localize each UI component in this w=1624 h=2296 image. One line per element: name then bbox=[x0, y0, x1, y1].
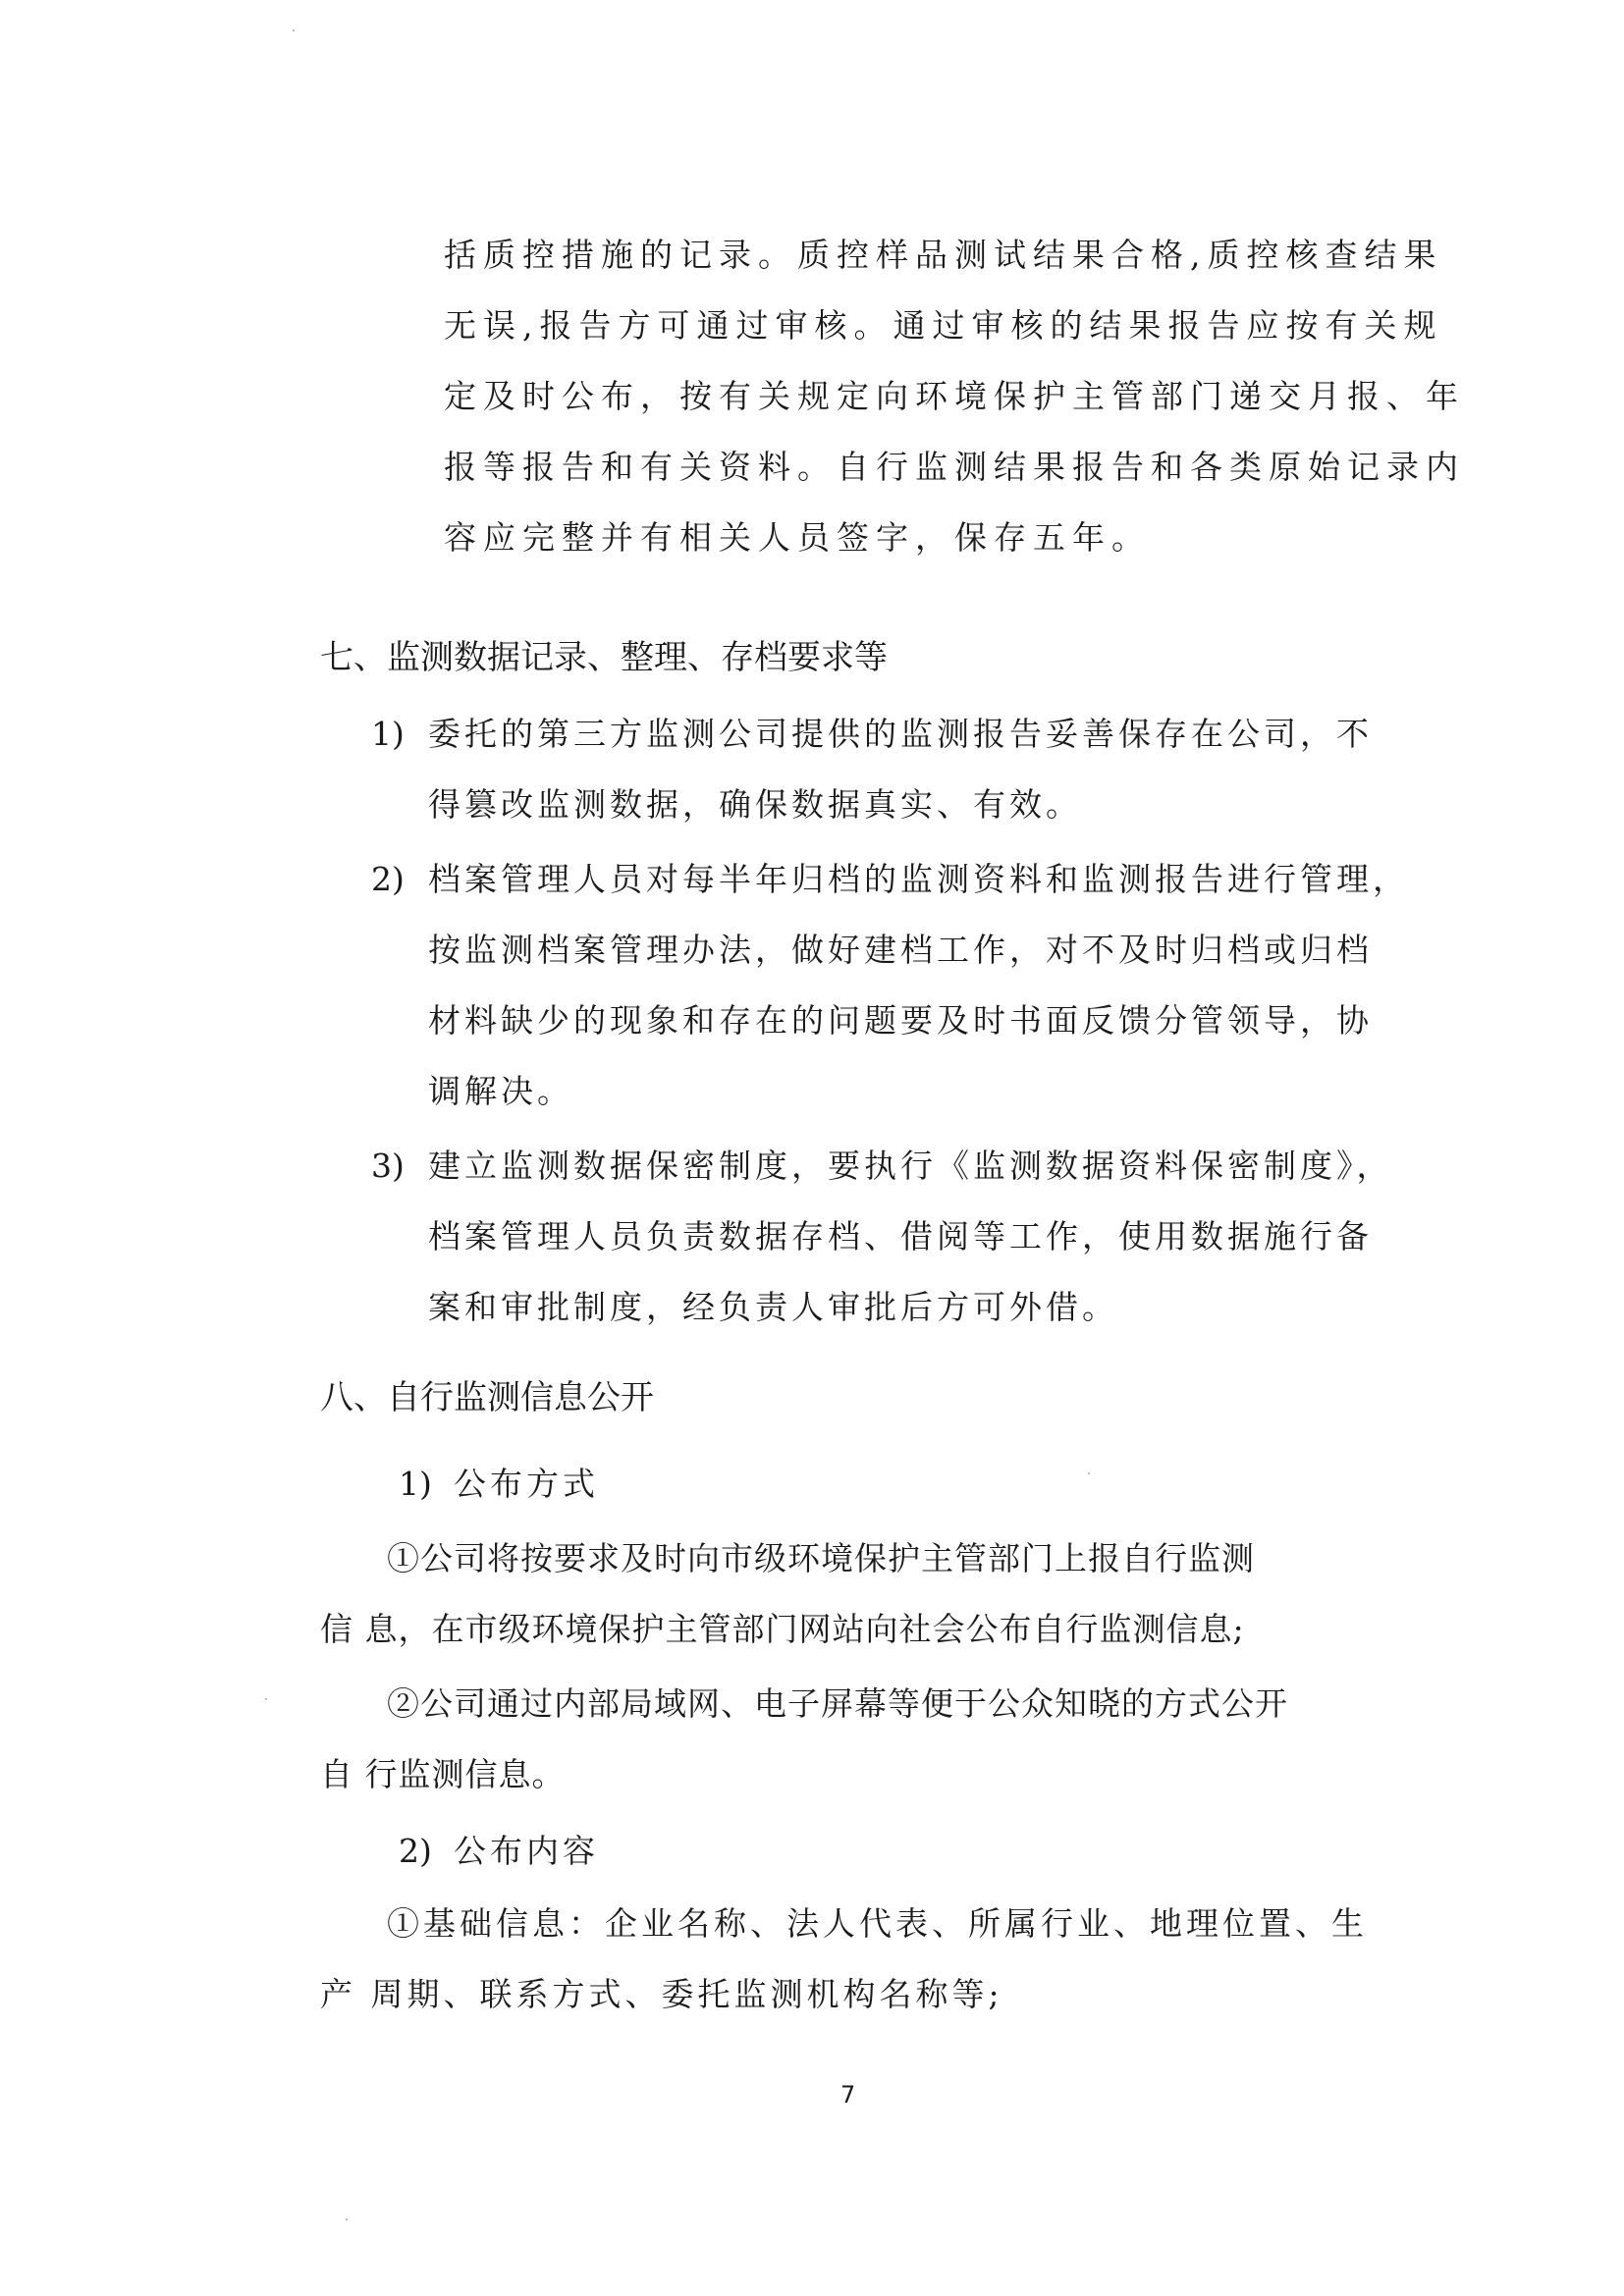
list-item-line: 委托的第三方监测公司提供的监测报告妥善保存在公司，不 bbox=[428, 715, 1373, 753]
list-item-line: 档案管理人员负责数据存档、借阅等工作，使用数据施行备 bbox=[428, 1217, 1373, 1255]
list-item-line: 档案管理人员对每半年归档的监测资料和监测报告进行管理， bbox=[428, 860, 1409, 898]
list-item-line: 建立监测数据保密制度，要执行《监测数据资料保密制度》， bbox=[428, 1147, 1393, 1185]
section-8-heading: 八、自行监测信息公开 bbox=[320, 1378, 654, 1417]
sub-number: 2) bbox=[399, 1832, 432, 1870]
para-line-4: 报等报告和有关资料。自行监测结果报告和各类原始记录内 bbox=[444, 448, 1465, 486]
list-number: 3) bbox=[371, 1147, 405, 1185]
para-line-2: 无误,报告方可通过审核。通过审核的结果报告应按有关规 bbox=[444, 306, 1443, 345]
sub-title: 公布内容 bbox=[454, 1832, 599, 1870]
page-number: 7 bbox=[840, 2081, 856, 2109]
sub-title: 公布方式 bbox=[454, 1465, 599, 1503]
list-number: 1) bbox=[371, 715, 405, 753]
list-item-line: 材料缺少的现象和存在的问题要及时书面反馈分管领导，协 bbox=[428, 1001, 1373, 1040]
list-item-line: 按监测档案管理办法，做好建档工作，对不及时归档或归档 bbox=[428, 931, 1373, 969]
para-line: ①基础信息：企业名称、法人代表、所属行业、地理位置、生 bbox=[387, 1904, 1368, 1943]
para-line: 自 行监测信息。 bbox=[320, 1755, 566, 1793]
para-line-5: 容应完整并有相关人员签字，保存五年。 bbox=[444, 518, 1151, 557]
section-7-heading: 七、监测数据记录、整理、存档要求等 bbox=[320, 638, 888, 677]
scan-speck bbox=[346, 2218, 348, 2220]
para-line: 产 周期、联系方式、委托监测机构名称等; bbox=[320, 1975, 1003, 2013]
para-line: ①公司将按要求及时向市级环境保护主管部门上报自行监测 bbox=[387, 1539, 1255, 1577]
scan-speck bbox=[1088, 1472, 1090, 1474]
para-line-1: 括质控措施的记录。质控样品测试结果合格,质控核查结果 bbox=[444, 236, 1443, 274]
scan-speck bbox=[265, 1698, 267, 1700]
list-item-line: 案和审批制度，经负责人审批后方可外借。 bbox=[428, 1288, 1118, 1326]
scan-speck bbox=[293, 29, 295, 31]
para-line-3: 定及时公布，按有关规定向环境保护主管部门递交月报、年 bbox=[444, 377, 1465, 415]
list-item-line: 得篡改监测数据，确保数据真实、有效。 bbox=[428, 785, 1082, 824]
list-number: 2) bbox=[371, 860, 405, 898]
list-item-line: 调解决。 bbox=[428, 1072, 573, 1110]
para-line: ②公司通过内部局域网、电子屏幕等便于公众知晓的方式公开 bbox=[387, 1684, 1288, 1723]
para-line: 信 息，在市级环境保护主管部门网站向社会公布自行监测信息; bbox=[320, 1610, 1245, 1648]
sub-number: 1) bbox=[399, 1465, 432, 1503]
